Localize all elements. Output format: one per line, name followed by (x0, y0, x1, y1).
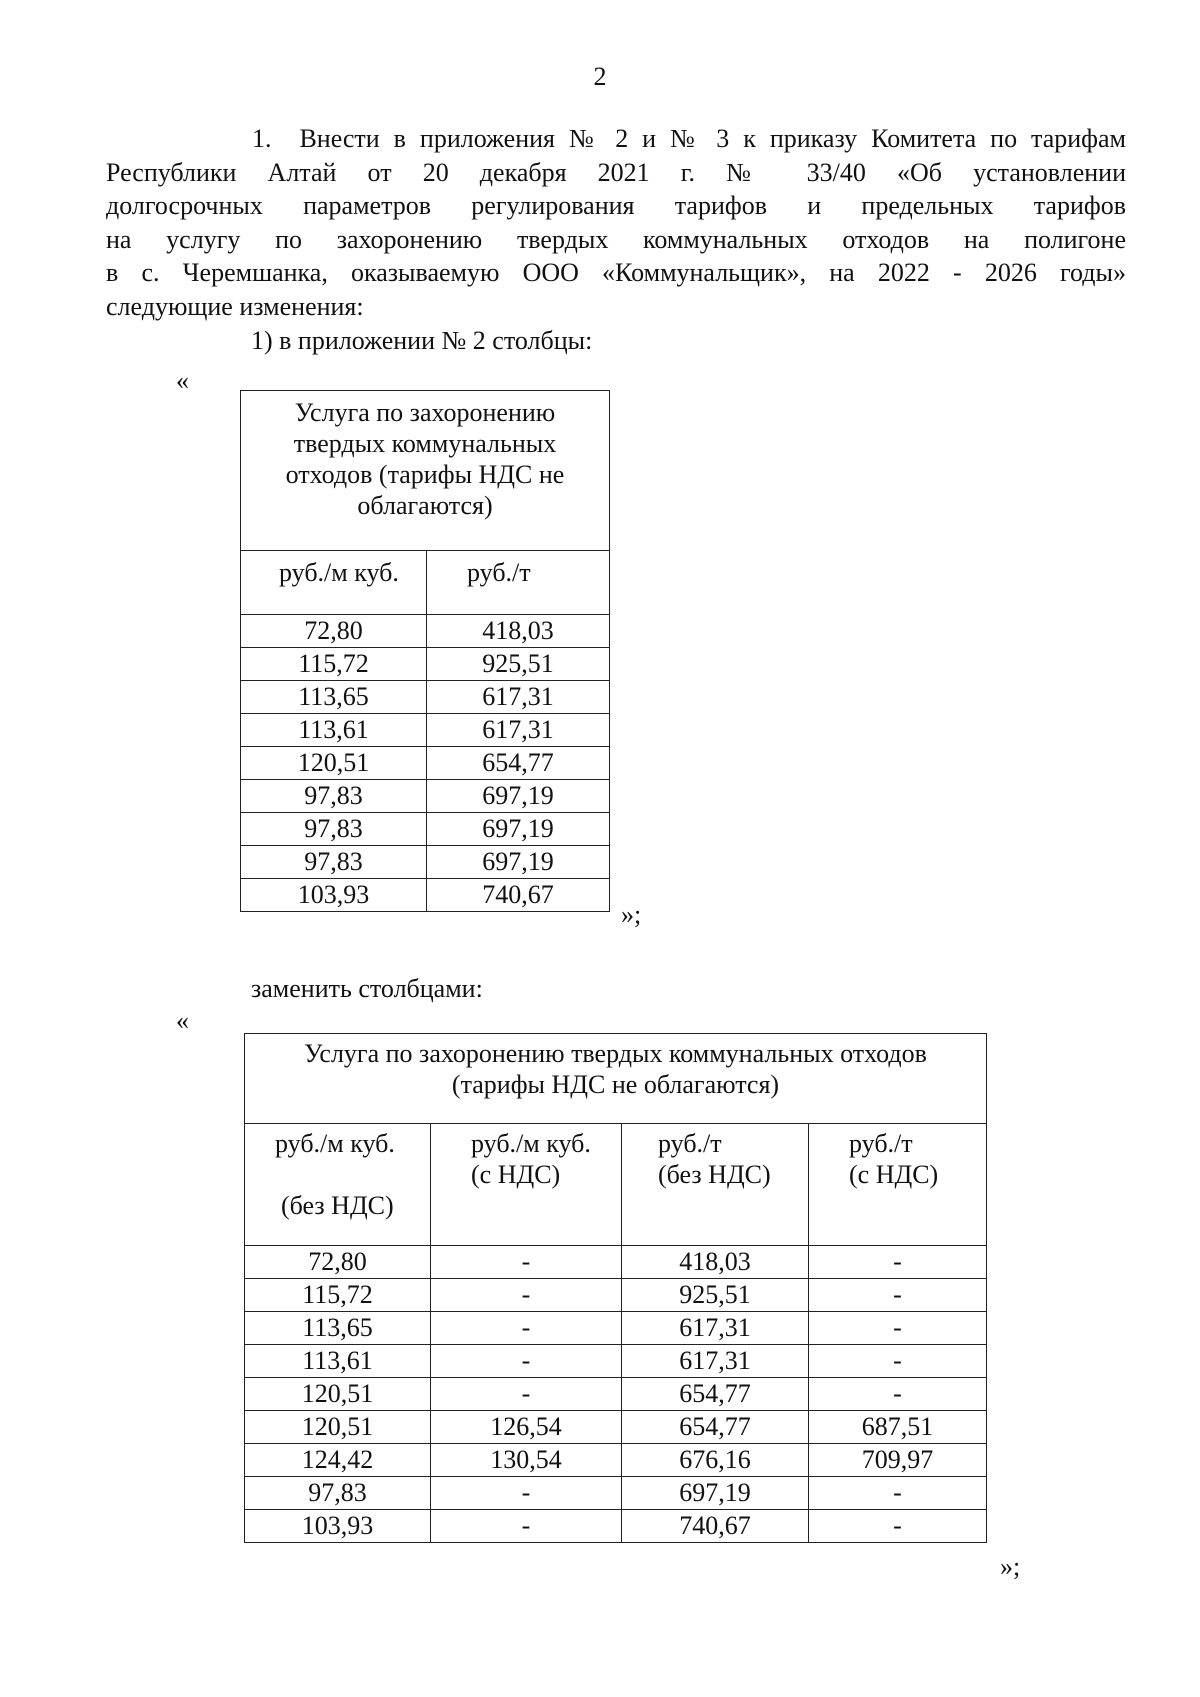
table1-unit-t: руб./т (427, 551, 610, 615)
table-cell: 115,72 (241, 648, 427, 681)
table-cell: 697,19 (622, 1477, 809, 1510)
table-cell: 120,51 (245, 1378, 431, 1411)
table2-unit-t-no-vat: руб./т (без НДС) (622, 1124, 809, 1246)
table-row (245, 1345, 987, 1378)
table-row (241, 780, 610, 813)
table-cell: - (809, 1477, 987, 1510)
table-cell: 113,65 (241, 681, 427, 714)
table-cell: 72,80 (245, 1246, 431, 1279)
table-row (241, 747, 610, 780)
table-cell: 687,51 (809, 1411, 987, 1444)
table-cell: 418,03 (427, 615, 610, 648)
table-cell: - (431, 1246, 622, 1279)
table2-unit-m3-vat: руб./м куб. (с НДС) (431, 1124, 622, 1246)
table-cell: 113,65 (245, 1312, 431, 1345)
table-row (241, 615, 610, 648)
table-cell: - (809, 1312, 987, 1345)
table-cell: 130,54 (431, 1444, 622, 1477)
table-row (245, 1444, 987, 1477)
table-cell: 103,93 (245, 1510, 431, 1543)
close-quote-2: »; (1000, 1552, 1021, 1581)
table-cell: 97,83 (245, 1477, 431, 1510)
table-cell: 654,77 (427, 747, 610, 780)
table-cell: - (431, 1378, 622, 1411)
old-columns-table (240, 390, 610, 912)
table-cell: 72,80 (241, 615, 427, 648)
table-cell: 617,31 (427, 681, 610, 714)
table-cell: 697,19 (427, 813, 610, 846)
table-cell: 97,83 (241, 846, 427, 879)
table-cell: 418,03 (622, 1246, 809, 1279)
table-row (245, 1246, 987, 1279)
table2-header: Услуга по захоронению твердых коммунальных отходов (тарифы НДС не облагаются) (245, 1034, 987, 1124)
replace-text: заменить столбцами: (251, 974, 483, 1003)
subitem-text: 1) в приложении № 2 столбцы: (251, 326, 593, 355)
amendment-paragraph (106, 122, 1127, 323)
paragraph-line: Республики Алтай от 20 декабря 2021 г. № 33/40 «Об установлении (106, 157, 1126, 187)
table-cell: 740,67 (622, 1510, 809, 1543)
table2-unit-t-vat: руб./т (с НДС) (809, 1124, 987, 1246)
table-cell: - (809, 1345, 987, 1378)
paragraph-line: долгосрочных параметров регулирования тарифов и предельных тарифов (106, 191, 1126, 220)
table-cell: 97,83 (241, 780, 427, 813)
table-row (245, 1477, 987, 1510)
table-row (241, 714, 610, 747)
paragraph-line: следующие изменения: (106, 291, 364, 321)
table-cell: - (809, 1510, 987, 1543)
table-row (245, 1378, 987, 1411)
table-cell: - (809, 1246, 987, 1279)
table-cell: 115,72 (245, 1279, 431, 1312)
table-row (241, 681, 610, 714)
table-cell: - (809, 1378, 987, 1411)
table-cell: 740,67 (427, 879, 610, 912)
table-cell: 126,54 (431, 1411, 622, 1444)
paragraph-line: 1. Внести в приложения № 2 и № 3 к приказу Комитета по тарифам (252, 124, 1127, 153)
table-cell: - (431, 1510, 622, 1543)
table-cell: - (431, 1477, 622, 1510)
table-cell: 617,31 (427, 714, 610, 747)
table-row (241, 879, 610, 912)
table-cell: - (431, 1279, 622, 1312)
table-cell: - (809, 1279, 987, 1312)
table-cell: 113,61 (241, 714, 427, 747)
table-cell: 617,31 (622, 1312, 809, 1345)
table-cell: 925,51 (622, 1279, 809, 1312)
table-cell: 97,83 (241, 813, 427, 846)
open-quote-1: « (176, 366, 189, 395)
table-cell: 103,93 (241, 879, 427, 912)
table-cell: 709,97 (809, 1444, 987, 1477)
table-cell: 654,77 (622, 1411, 809, 1444)
table-cell: 120,51 (245, 1411, 431, 1444)
table-cell: 654,77 (622, 1378, 809, 1411)
table-row (241, 813, 610, 846)
table-row (245, 1312, 987, 1345)
table-cell: 617,31 (622, 1345, 809, 1378)
table-cell: - (431, 1345, 622, 1378)
table1-unit-m3: руб./м куб. (241, 551, 427, 615)
page-number: 2 (593, 62, 607, 91)
table-row (241, 648, 610, 681)
table-cell: 113,61 (245, 1345, 431, 1378)
table-cell: 697,19 (427, 780, 610, 813)
table-row (245, 1411, 987, 1444)
table2-unit-m3-no-vat: руб./м куб. (без НДС) (245, 1124, 431, 1246)
table-cell: 925,51 (427, 648, 610, 681)
table-row (245, 1510, 987, 1543)
table1-header: Услуга по захоронению твердых коммунальных отходов (тарифы НДС не облагаются) (241, 391, 610, 551)
table-cell: 124,42 (245, 1444, 431, 1477)
new-columns-table (244, 1033, 987, 1543)
table-cell: - (431, 1312, 622, 1345)
table-row (245, 1279, 987, 1312)
table-cell: 697,19 (427, 846, 610, 879)
table-row (241, 846, 610, 879)
open-quote-2: « (176, 1006, 189, 1035)
table-cell: 676,16 (622, 1444, 809, 1477)
close-quote-1: »; (621, 900, 642, 929)
table-cell: 120,51 (241, 747, 427, 780)
paragraph-line: на услугу по захоронению твердых коммунальных отходов на полигоне (106, 224, 1126, 254)
paragraph-line: в с. Черемшанка, оказываемую ООО «Коммунальщик», на 2022 - 2026 годы» (106, 258, 1126, 287)
item-number: 1. (252, 124, 272, 153)
